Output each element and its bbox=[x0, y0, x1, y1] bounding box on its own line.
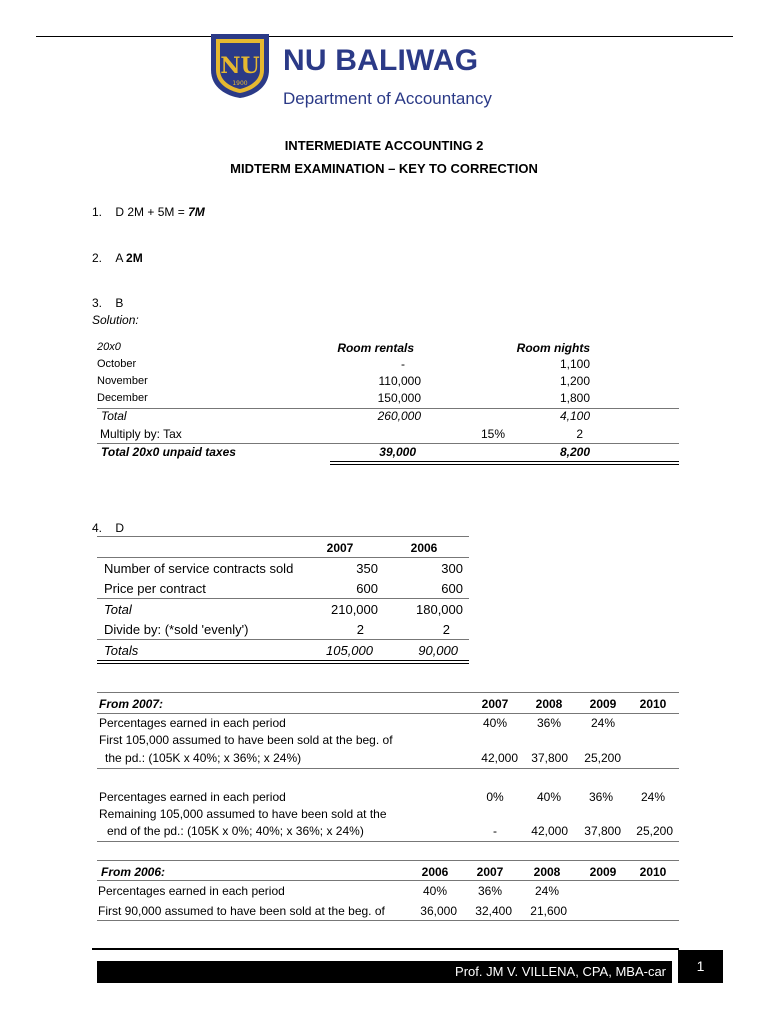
row-divider bbox=[97, 768, 679, 769]
footer-author: Prof. JM V. VILLENA, CPA, MBA-car bbox=[455, 964, 666, 979]
row-nights: 1,800 bbox=[559, 391, 590, 405]
school-name: NU BALIWAG bbox=[283, 44, 479, 77]
question-text: A bbox=[115, 251, 127, 265]
header-rule bbox=[97, 713, 679, 714]
amount-value: 25,200 bbox=[636, 824, 673, 838]
year-header: 2008 bbox=[533, 865, 561, 879]
year-header: 2010 bbox=[639, 697, 667, 711]
row-rentals: 110,000 bbox=[378, 374, 421, 388]
pct-value: 0% bbox=[486, 790, 504, 804]
pct-value: 36% bbox=[588, 790, 614, 804]
year-header: 2008 bbox=[535, 697, 563, 711]
row-label: Multiply by: Tax bbox=[100, 427, 182, 441]
row-divider bbox=[97, 443, 679, 444]
amount-value: 42,000 bbox=[531, 824, 568, 838]
question-answer: 2M bbox=[126, 251, 143, 265]
pct-value: 36% bbox=[536, 716, 562, 730]
svg-text:NU: NU bbox=[220, 53, 260, 79]
year-header: 2006 bbox=[421, 865, 449, 879]
row-rentals: 150,000 bbox=[377, 391, 421, 405]
section-heading: From 2007: bbox=[99, 697, 164, 711]
row-nights: 2 bbox=[576, 427, 583, 441]
university-seal-icon bbox=[207, 30, 273, 100]
question-number: 1. bbox=[92, 205, 103, 219]
question-answer: 7M bbox=[188, 205, 205, 219]
year-header: 2007 bbox=[481, 697, 509, 711]
svg-text:1900: 1900 bbox=[232, 80, 248, 87]
description-line: First 105,000 assumed to have been sold at the beg. of bbox=[99, 733, 393, 747]
col-header-nights: Room nights bbox=[516, 341, 590, 355]
course-title: INTERMEDIATE ACCOUNTING 2 bbox=[284, 138, 484, 153]
description-line: Remaining 105,000 assumed to have been sold at the bbox=[99, 807, 387, 821]
question-number: 4. bbox=[92, 521, 103, 535]
pct-value: 24% bbox=[534, 884, 560, 898]
row-nights: 8,200 bbox=[559, 445, 590, 459]
question-4 bbox=[92, 521, 124, 535]
row-label: Total bbox=[101, 409, 127, 423]
year-label: 20x0 bbox=[97, 341, 121, 353]
footer-rule bbox=[92, 948, 679, 950]
pct-value: 24% bbox=[640, 790, 666, 804]
question-3 bbox=[92, 296, 123, 310]
header-rule bbox=[97, 557, 469, 558]
amount-value: - bbox=[493, 824, 497, 838]
row-label: Total 20x0 unpaid taxes bbox=[101, 445, 236, 459]
value-2006: 300 bbox=[441, 561, 463, 576]
description-line: First 90,000 assumed to have been sold at the beg. of bbox=[98, 904, 385, 918]
pct-value: 24% bbox=[590, 716, 616, 730]
amount-value: 42,000 bbox=[481, 751, 518, 765]
solution-label: Solution: bbox=[92, 313, 139, 327]
row-label: Total bbox=[104, 602, 132, 617]
pct-value: 40% bbox=[482, 716, 508, 730]
table-top-rule bbox=[97, 860, 679, 861]
value-2007: 105,000 bbox=[326, 643, 373, 658]
table-top-rule bbox=[97, 536, 469, 537]
value-2007: 210,000 bbox=[331, 602, 378, 617]
amount-value: 21,600 bbox=[530, 904, 567, 918]
top-rule bbox=[36, 36, 733, 37]
pct-label: Percentages earned in each period bbox=[99, 716, 286, 730]
description-line: the pd.: (105K x 40%; x 36%; x 24%) bbox=[105, 751, 302, 765]
row-label: Divide by: (*sold 'evenly') bbox=[104, 622, 249, 637]
amount-value: 25,200 bbox=[584, 751, 621, 765]
pct-label: Percentages earned in each period bbox=[99, 790, 286, 804]
row-label: October bbox=[97, 358, 137, 370]
question-number: 2. bbox=[92, 251, 103, 265]
value-2007: 600 bbox=[356, 581, 378, 596]
page-number: 1 bbox=[678, 950, 723, 983]
double-underline bbox=[97, 663, 469, 664]
row-label: Number of service contracts sold bbox=[104, 561, 294, 576]
amount-value: 37,800 bbox=[584, 824, 621, 838]
description-line: end of the pd.: (105K x 0%; 40%; x 36%; x 24%) bbox=[107, 824, 364, 838]
row-label: December bbox=[97, 392, 148, 404]
question-2 bbox=[92, 251, 143, 265]
row-nights: 1,100 bbox=[559, 357, 590, 371]
value-2007: 350 bbox=[356, 561, 378, 576]
value-2007: 2 bbox=[356, 622, 364, 637]
row-label: November bbox=[97, 375, 148, 387]
value-2006: 180,000 bbox=[416, 602, 463, 617]
amount-value: 36,000 bbox=[420, 904, 457, 918]
value-2006: 600 bbox=[441, 581, 463, 596]
double-underline bbox=[330, 464, 679, 465]
section-heading: From 2006: bbox=[101, 865, 166, 879]
question-number: 3. bbox=[92, 296, 103, 310]
row-rentals: - bbox=[401, 357, 405, 371]
row-divider bbox=[97, 598, 469, 599]
question-text: D 2M + 5M = bbox=[115, 205, 189, 219]
row-nights: 4,100 bbox=[559, 409, 590, 423]
row-divider bbox=[97, 841, 679, 842]
row-divider bbox=[97, 639, 469, 640]
col-header-2006: 2006 bbox=[410, 541, 438, 555]
question-answer: D bbox=[115, 521, 125, 535]
pct-value: 40% bbox=[536, 790, 562, 804]
footer-bar bbox=[97, 961, 672, 983]
col-header-rentals: Room rentals bbox=[337, 341, 414, 355]
row-rentals: 39,000 bbox=[379, 445, 416, 459]
col-header-2007: 2007 bbox=[326, 541, 354, 555]
value-2006: 90,000 bbox=[418, 643, 458, 658]
row-rate: 15% bbox=[480, 427, 505, 441]
double-underline bbox=[97, 660, 469, 661]
pct-value: 40% bbox=[422, 884, 448, 898]
value-2006: 2 bbox=[442, 622, 450, 637]
question-1 bbox=[92, 205, 205, 219]
header-rule bbox=[97, 880, 679, 881]
double-underline bbox=[330, 461, 679, 462]
table-top-rule bbox=[97, 692, 679, 693]
department-name: Department of Accountancy bbox=[283, 89, 492, 108]
pct-value: 36% bbox=[477, 884, 503, 898]
question-answer: B bbox=[115, 296, 124, 310]
row-label: Totals bbox=[104, 643, 139, 658]
row-rentals: 260,000 bbox=[377, 409, 421, 423]
row-divider bbox=[97, 920, 679, 921]
amount-value: 32,400 bbox=[475, 904, 512, 918]
pct-label: Percentages earned in each period bbox=[98, 884, 285, 898]
year-header: 2007 bbox=[476, 865, 504, 879]
amount-value: 37,800 bbox=[531, 751, 568, 765]
row-nights: 1,200 bbox=[559, 374, 590, 388]
row-label: Price per contract bbox=[104, 581, 206, 596]
year-header: 2009 bbox=[589, 697, 617, 711]
year-header: 2009 bbox=[589, 865, 617, 879]
exam-title: MIDTERM EXAMINATION – KEY TO CORRECTION bbox=[230, 161, 538, 176]
year-header: 2010 bbox=[639, 865, 667, 879]
